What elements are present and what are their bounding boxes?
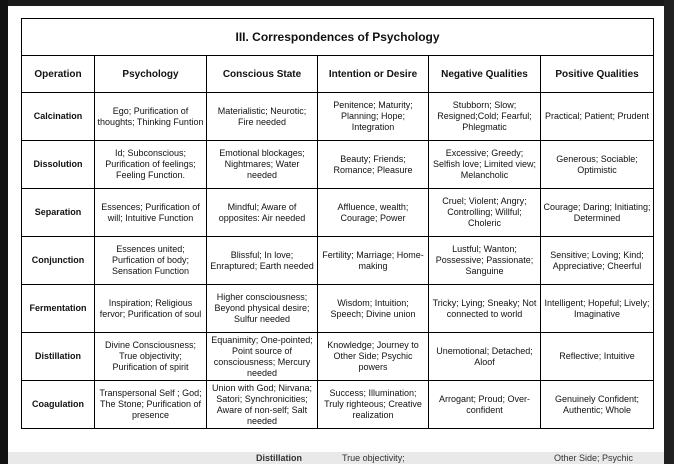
- peek-operation: Distillation: [256, 453, 303, 463]
- table-row: [22, 189, 654, 237]
- positive-cell: Courage; Daring; Initiating; Determined: [541, 189, 654, 237]
- intention-cell: Affluence, wealth; Courage; Power: [318, 189, 429, 237]
- conscious-state-cell: Mindful; Aware of opposites: Air needed: [207, 189, 318, 237]
- conscious-state-cell: Blissful; In love; Enraptured; Earth needed: [207, 237, 318, 285]
- intention-cell: Penitence; Maturity; Planning; Hope; Integration: [318, 93, 429, 141]
- conscious-state-cell: Equanimity; One-pointed; Point source of consciousness; Mercury needed: [207, 333, 318, 381]
- operation-cell: Distillation: [22, 333, 95, 381]
- header-conscious-state: Conscious State: [207, 56, 318, 93]
- header-intention: Intention or Desire: [318, 56, 429, 93]
- operation-cell: Coagulation: [22, 381, 95, 429]
- negative-cell: Tricky; Lying; Sneaky; Not connected to world: [429, 285, 541, 333]
- intention-cell: Success; Illumination; Truly righteous; Creative realization: [318, 381, 429, 429]
- positive-cell: Genuinely Confident; Authentic; Whole: [541, 381, 654, 429]
- positive-cell: Practical; Patient; Prudent: [541, 93, 654, 141]
- peek-right: Other Side; Psychic: [554, 453, 634, 463]
- psychology-cell: Essences united; Purfication of body; Sensation Function: [95, 237, 207, 285]
- conscious-state-cell: Higher consciousness; Beyond physical desire; Sulfur needed: [207, 285, 318, 333]
- positive-cell: Intelligent; Hopeful; Lively; Imaginative: [541, 285, 654, 333]
- dark-edge-right: [664, 0, 674, 464]
- header-operation: Operation: [22, 56, 95, 93]
- psychology-cell: Divine Consciousness; True objectivity; Purification of spirit: [95, 333, 207, 381]
- operation-cell: Separation: [22, 189, 95, 237]
- table-row: [22, 141, 654, 189]
- positive-cell: Reflective; Intuitive: [541, 333, 654, 381]
- peek-psychology: True objectivity;: [342, 453, 405, 463]
- operation-cell: Conjunction: [22, 237, 95, 285]
- negative-cell: Excessive; Greedy; Selfish love; Limited view; Melancholic: [429, 141, 541, 189]
- header-negative: Negative Qualities: [429, 56, 541, 93]
- table-row: [22, 237, 654, 285]
- header-psychology: Psychology: [95, 56, 207, 93]
- conscious-state-cell: Materialistic; Neurotic; Fire needed: [207, 93, 318, 141]
- negative-cell: Arrogant; Proud; Over-confident: [429, 381, 541, 429]
- intention-cell: Beauty; Friends; Romance; Pleasure: [318, 141, 429, 189]
- negative-cell: Stubborn; Slow; Resigned;Cold; Fearful; Phlegmatic: [429, 93, 541, 141]
- psychology-cell: Inspiration; Religious fervor; Purification of soul: [95, 285, 207, 333]
- intention-cell: Wisdom; Intuition; Speech; Divine union: [318, 285, 429, 333]
- operation-cell: Dissolution: [22, 141, 95, 189]
- positive-cell: Generous; Sociable; Optimistic: [541, 141, 654, 189]
- intention-cell: Fertility; Marriage; Home-making: [318, 237, 429, 285]
- psychology-cell: Id; Subconscious; Purification of feelings; Feeling Function.: [95, 141, 207, 189]
- conscious-state-cell: Union with God; Nirvana; Satori; Synchronicities; Aware of non-self; Salt needed: [207, 381, 318, 429]
- intention-cell: Knowledge; Journey to Other Side; Psychic powers: [318, 333, 429, 381]
- table-row: [22, 333, 654, 381]
- header-row: [22, 56, 654, 93]
- conscious-state-cell: Emotional blockages; Nightmares; Water needed: [207, 141, 318, 189]
- psychology-cell: Essences; Purification of will; Intuitive Function: [95, 189, 207, 237]
- operation-cell: Fermentation: [22, 285, 95, 333]
- next-page-peek: [8, 452, 664, 464]
- negative-cell: Lustful; Wanton; Possessive; Passionate; Sanguine: [429, 237, 541, 285]
- positive-cell: Sensitive; Loving; Kind; Appreciative; Cheerful: [541, 237, 654, 285]
- table-title: III. Correspondences of Psychology: [22, 19, 654, 56]
- table-row: [22, 285, 654, 333]
- document-sheet: [8, 6, 664, 452]
- psychology-cell: Transpersonal Self ; God; The Stone; Purification of presence: [95, 381, 207, 429]
- negative-cell: Unemotional; Detached; Aloof: [429, 333, 541, 381]
- dark-edge-left: [0, 0, 8, 464]
- negative-cell: Cruel; Violent; Angry; Controlling; Willful; Choleric: [429, 189, 541, 237]
- header-positive: Positive Qualities: [541, 56, 654, 93]
- correspondences-table: [21, 18, 654, 429]
- psychology-cell: Ego; Purification of thoughts; Thinking Funtion: [95, 93, 207, 141]
- operation-cell: Calcination: [22, 93, 95, 141]
- table-row: [22, 93, 654, 141]
- table-row: [22, 381, 654, 429]
